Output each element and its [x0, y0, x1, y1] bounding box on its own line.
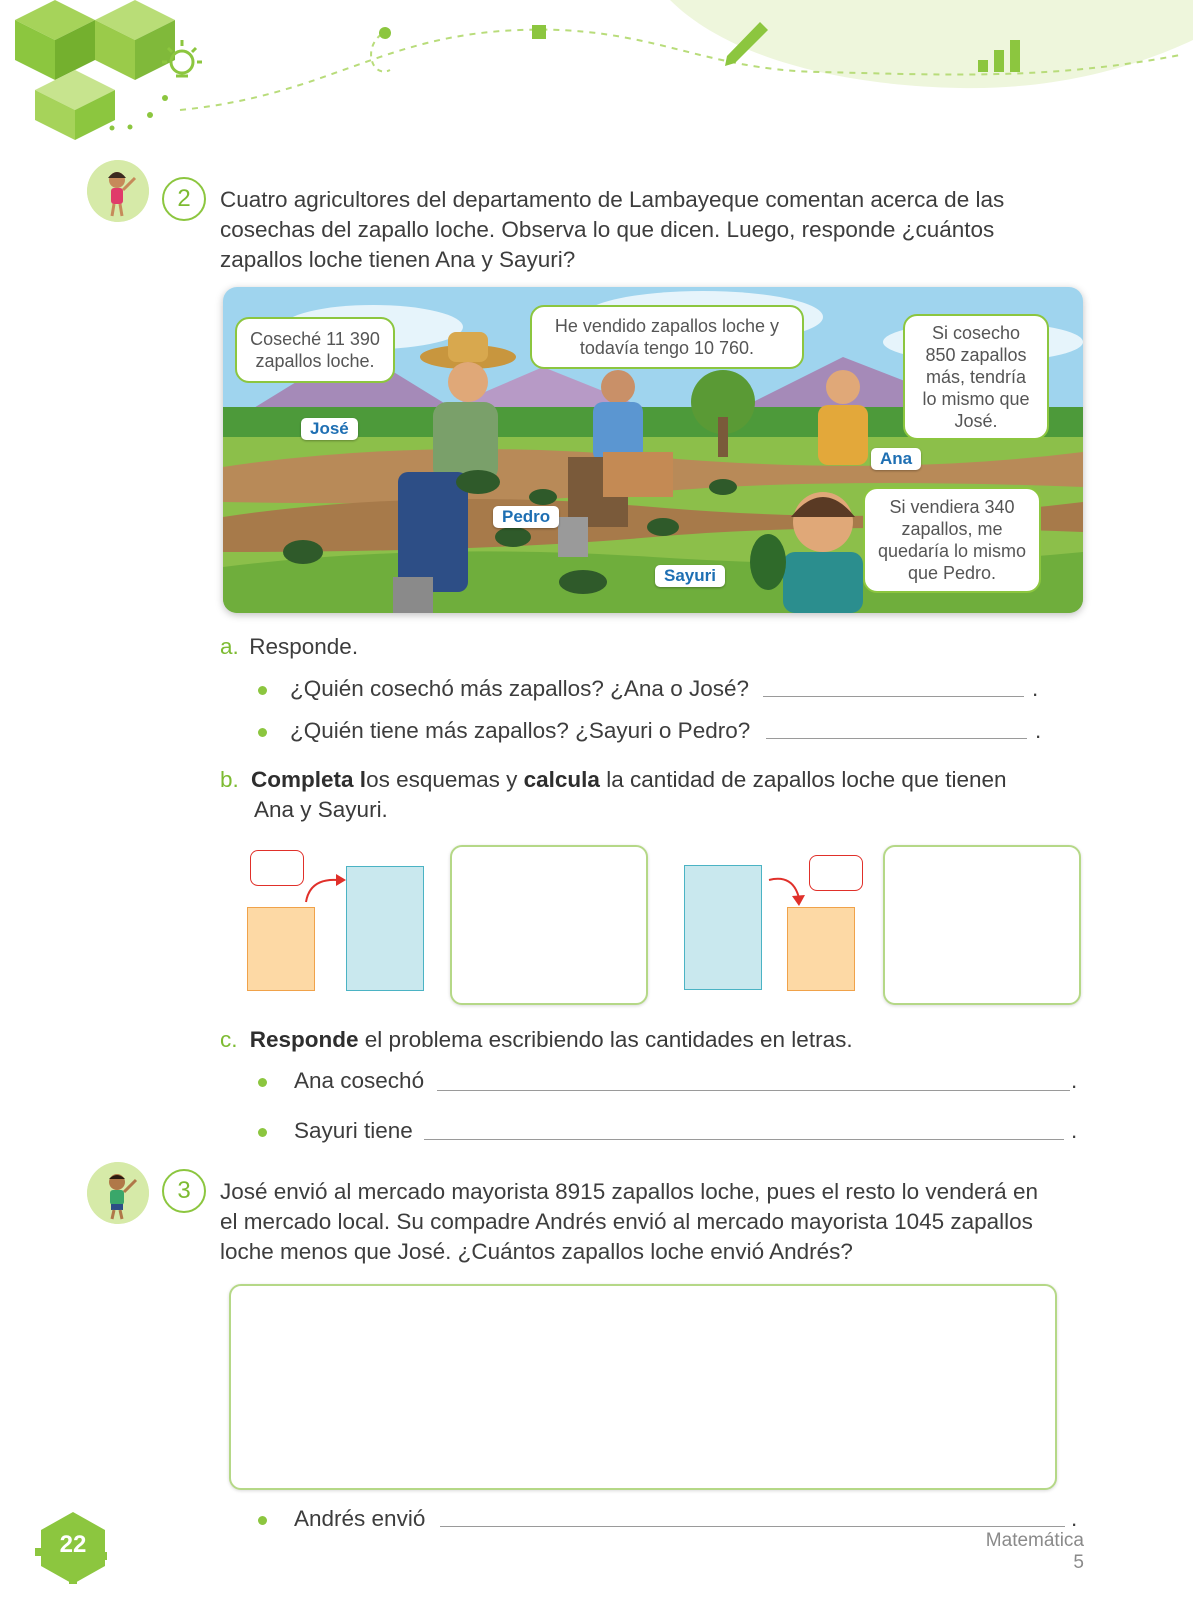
schema1-operator-box[interactable] [250, 850, 304, 886]
bullet [258, 686, 267, 695]
answer-line-a2[interactable] [766, 738, 1027, 739]
bubble-jose-line2: zapallos loche. [255, 351, 375, 371]
part-c-letter: c. [220, 1027, 238, 1052]
part-c-text: el problema escribiendo las cantidades en letras. [358, 1027, 853, 1052]
answer-line-c2[interactable] [424, 1139, 1064, 1140]
bubble-sayuri-line2: zapallos, me [901, 519, 1003, 539]
answer-a2-end: . [1035, 718, 1042, 743]
answer-3-end: . [1071, 1506, 1078, 1531]
bubble-ana [903, 314, 1049, 440]
answer-3-label: Andrés envió [294, 1506, 426, 1531]
bullet [258, 728, 267, 737]
part-b-text2: la cantidad de zapallos loche que tienen [599, 767, 1007, 792]
farm-illustration [223, 287, 1083, 613]
schema1-orange-box[interactable] [247, 907, 315, 991]
bubble-sayuri-line3: quedaría lo mismo [877, 541, 1027, 561]
part-a-letter: a. [220, 634, 239, 659]
problem-3-work-box[interactable] [229, 1284, 1057, 1490]
answer-line-c1[interactable] [437, 1090, 1070, 1091]
problem-2-statement [220, 185, 1100, 275]
part-b-bold2: calcula [523, 767, 600, 792]
schema1-work-box[interactable] [450, 845, 648, 1005]
bubble-pedro-line2: todavía tengo 10 760. [579, 338, 755, 358]
answer-a1-end: . [1032, 676, 1039, 701]
answer-line-a1[interactable] [763, 696, 1024, 697]
bubble-sayuri [863, 487, 1041, 593]
answer-c2-end: . [1071, 1118, 1078, 1143]
problem-2-line2: cosechas del zapallo loche. Observa lo que dicen. Luego, responde ¿cuántos [220, 217, 995, 242]
bubble-sayuri-line4: que Pedro. [907, 563, 997, 583]
part-a-title: Responde [249, 634, 352, 659]
schema1-arrow-icon [300, 868, 348, 906]
schema2-blue-box[interactable] [684, 865, 762, 990]
problem-3-statement [220, 1177, 1100, 1267]
answer-c2-label: Sayuri tiene [294, 1118, 413, 1143]
schema2-operator-box[interactable] [809, 855, 863, 891]
header-decoration [0, 0, 1193, 150]
part-b-letter: b. [220, 767, 239, 792]
name-tag-ana: Ana [871, 448, 921, 470]
part-b-text1: os esquemas y [366, 767, 524, 792]
schema1-blue-box[interactable] [346, 866, 424, 991]
part-a-title-end: . [351, 634, 359, 659]
part-c-heading [220, 1027, 853, 1053]
bubble-ana-line5: José. [954, 411, 998, 431]
bubble-ana-line4: lo mismo que [922, 389, 1030, 409]
bubble-pedro-line1: He vendido zapallos loche y [554, 316, 780, 336]
question-a2: ¿Quién tiene más zapallos? ¿Sayuri o Pedro? [290, 718, 751, 743]
bubble-ana-line2: 850 zapallos [925, 345, 1027, 365]
boy-avatar [87, 1162, 149, 1224]
bullet [258, 1128, 267, 1137]
part-b-bold1: Completa l [251, 767, 367, 792]
problem-3-line3: loche menos que José. ¿Cuántos zapallos loche envió Andrés? [220, 1239, 853, 1264]
problem-2-number: 2 [162, 177, 206, 221]
question-a1: ¿Quién cosechó más zapallos? ¿Ana o José? [290, 676, 749, 701]
name-tag-pedro: Pedro [493, 506, 559, 528]
page-number: 22 [59, 1531, 87, 1558]
problem-3-number: 3 [162, 1169, 206, 1213]
bubble-sayuri-line1: Si vendiera 340 [889, 497, 1015, 517]
problem-3-line2: el mercado local. Su compadre Andrés envió al mercado mayorista 1045 zapallos [220, 1209, 1033, 1234]
problem-2-line3: zapallos loche tienen Ana y Sayuri? [220, 247, 576, 272]
bullet [258, 1078, 267, 1087]
bubble-jose [235, 317, 395, 383]
bubble-ana-line1: Si cosecho [931, 323, 1021, 343]
answer-c1-label: Ana cosechó [294, 1068, 425, 1093]
part-b-line2: Ana y Sayuri. [254, 797, 388, 822]
name-tag-sayuri: Sayuri [655, 565, 725, 587]
part-c-bold: Responde [249, 1027, 359, 1052]
problem-2-line1: Cuatro agricultores del departamento de Lambayeque comentan acerca de las [220, 187, 1005, 212]
problem-3-line1: José envió al mercado mayorista 8915 zapallos loche, pues el resto lo venderá en [220, 1179, 1038, 1204]
cubes-icon [15, 0, 175, 140]
girl-avatar [87, 160, 149, 222]
bubble-pedro [530, 305, 804, 369]
schema2-arrow-icon [765, 868, 809, 908]
part-b-text [220, 765, 1100, 825]
name-tag-jose: José [301, 418, 358, 440]
schema2-work-box[interactable] [883, 845, 1081, 1005]
answer-c1-end: . [1071, 1068, 1078, 1093]
bullet [258, 1516, 267, 1525]
bubble-ana-line3: más, tendría [925, 367, 1027, 387]
schema2-orange-box[interactable] [787, 907, 855, 991]
answer-line-3[interactable] [440, 1526, 1065, 1527]
part-a-heading [220, 634, 358, 660]
bubble-jose-line1: Coseché 11 390 [250, 329, 380, 349]
book-title: Matemática 5 [985, 1530, 1084, 1573]
